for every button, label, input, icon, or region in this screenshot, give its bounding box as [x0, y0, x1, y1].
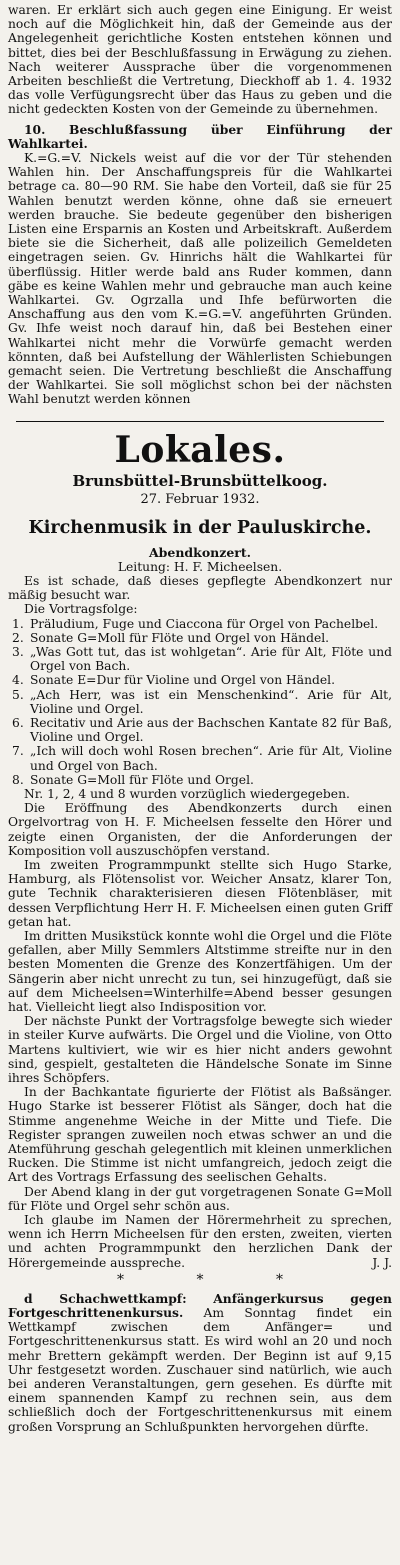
chess-article	[8, 1292, 392, 1434]
program-item-number: 1.	[12, 616, 24, 631]
program-item	[8, 631, 392, 645]
program-item-text: Präludium, Fuge und Ciaccona für Orgel von Pachelbel.	[30, 616, 379, 631]
program-item-text: „Ach Herr, was ist ein Menschenkind“. Arie für Alt, Violine und Orgel.	[30, 687, 392, 716]
concert-paragraph: Der Abend klang in der gut vorgetragenen Sonate G=Moll für Flöte und Orgel sehr schön aus.	[8, 1184, 392, 1213]
section-divider	[16, 421, 385, 422]
chess-heading: d Schachwettkampf: Anfängerkursus gegen Fortgeschrittenenkursus.	[8, 1290, 392, 1321]
top-article-paragraph: waren. Er erklärt sich auch gegen eine Einigung. Er weist noch auf die Möglichkeit hin, daß der Gemeinde aus der Angelegenheit gerichtliche Kosten entstehen können und bittet, dies bei der Beschlußfassung in Erwägung zu ziehen. Nach weiterer Aussprache über die vorgenommenen Arbeiten beschließt die Vertretung, Dieckhoff ab 1. 4. 1932 das volle Verfügungsrecht über das Haus zu geben und die nicht gedeckten Kosten von der Gemeinde zu übernehmen.	[8, 3, 392, 117]
program-item-text: Sonate G=Moll für Flöte und Orgel.	[30, 772, 254, 787]
program-item-number: 8.	[12, 772, 24, 787]
program-item	[8, 688, 392, 716]
program-item	[8, 673, 392, 687]
agenda-item-10-heading: 10. Beschlußfassung über Einführung der Wahlkartei.	[8, 121, 392, 151]
concert-paragraph: Im dritten Musikstück konnte wohl die Orgel und die Flöte gefallen, aber Milly Semmlers Altstimme streifte nur in den besten Momenten die Grenze des Konzertfähigen. Um der Sängerin aber nicht unrecht zu tun, sei hinzugefügt, daß sie auf dem Micheelsen=Winterhilfe=Abend besser gesungen hat. Vielleicht liegt also Indisposition vor.	[8, 928, 392, 1014]
concert-paragraph: Der nächste Punkt der Vortragsfolge bewegte sich wieder in steiler Kurve aufwärts. Die Orgel und die Violine, von Otto Martens kultiviert, wie wir es hier nicht anders gewohnt sind, gespielt, gestalteten die Händelsche Sonate im Sinne ihres Schöpfers.	[8, 1014, 392, 1085]
program-label: Die Vortragsfolge:	[24, 602, 138, 617]
concert-paragraph: In der Bachkantate figurierte der Flötist als Baßsänger. Hugo Starke ist besserer Flötist als Sänger, doch hat die Stimme angenehme Weiche in der Mitte und Tiefe. Die Register sprangen zuweilen noch etwas schwer an und die Atemführung geschah gelegentlich mit kleinen unmerklichen Rucken. Die Stimme ist nicht umfangreich, jedoch zeigt die Art des Vortrags Erfassung des seelischen Gehalts.	[8, 1085, 392, 1185]
program-item-number: 3.	[12, 644, 24, 659]
program-item	[8, 716, 392, 744]
program-item-text: Sonate E=Dur für Violine und Orgel von Händel.	[30, 673, 335, 688]
concert-subheadline: Abendkonzert.	[148, 544, 252, 560]
program-item-text: Recitativ und Arie aus der Bachschen Kantate 82 für Baß, Violine und Orgel.	[30, 715, 392, 745]
concert-paragraph: Die Eröffnung des Abendkonzerts durch einen Orgelvortrag von H. F. Micheelsen fesselte den Hörer und zeigte einen Organisten, der die Anforderungen der Komposition voll auszuschöpfen verstand.	[8, 801, 392, 858]
concert-closing-paragraph	[8, 1213, 392, 1270]
concert-closing-text: Ich glaube im Namen der Hörermehrheit zu sprechen, wenn ich Herrn Micheelsen für den ersten, zweiten, vierten und achten Programmpunkt den herzlichen Dank der Hörergemeinde ausspreche.	[8, 1213, 392, 1270]
program-item-number: 2.	[12, 630, 24, 645]
concert-intro: Es ist schade, daß dieses gepflegte Abendkonzert nur mäßig besucht war.	[8, 573, 392, 603]
program-item	[8, 744, 392, 772]
program-item	[8, 773, 392, 787]
agenda-item-10	[8, 123, 392, 151]
program-item-text: „Was Gott tut, das ist wohlgetan“. Arie für Alt, Flöte und Orgel von Bach.	[30, 644, 392, 674]
concert-leitung: Leitung: H. F. Micheelsen.	[117, 559, 283, 574]
program-list	[8, 617, 392, 787]
program-item-number: 4.	[12, 673, 24, 688]
section-title: Lokales.	[114, 428, 286, 471]
concert-paragraph: Nr. 1, 2, 4 und 8 wurden vorzüglich wiedergegeben.	[24, 786, 350, 801]
author-signature: J. J.	[372, 1255, 392, 1270]
program-item	[8, 645, 392, 673]
dateline: 27. Februar 1932.	[140, 491, 260, 507]
program-item-text: Sonate G=Moll für Flöte und Orgel von Händel.	[30, 630, 330, 645]
concert-headline: Kirchenmusik in der Pauluskirche.	[28, 517, 372, 538]
program-item-number: 6.	[12, 715, 24, 730]
place-heading: Brunsbüttel-Brunsbüttelkoog.	[72, 471, 328, 490]
program-item-text: „Ich will doch wohl Rosen brechen“. Arie für Alt, Violine und Orgel von Bach.	[30, 744, 392, 773]
concert-paragraph: Im zweiten Programmpunkt stellte sich Hugo Starke, Hamburg, als Flötensolist vor. Weicher Ansatz, klarer Ton, gute Technik charakterisieren diesen Flötenbläser, mit dessen Verpflichtung Herr H. F. Micheelsen einen guten Griff getan hat.	[8, 857, 392, 929]
chess-body: Am Sonntag findet ein Wettkampf zwischen dem Anfänger= und Fortgeschrittenenkursus statt. Es wird wohl an 20 und noch mehr Brettern gekämpft werden. Der Beginn ist auf 9,15 Uhr festgesetzt worden. Zuschauer sind natürlich, wie auch bei anderen Veranstaltungen, gern gesehen. Es dürfte mit einem spannenden Kampf zu rechnen sein, aus dem schließlich doch der Fortgeschrittenenkursus mit einem großen Vorsprung an Schlußpunkten hervorgehen dürfte.	[8, 1306, 392, 1434]
program-item-number: 7.	[12, 744, 24, 759]
agenda-item-10-body: K.=G.=V. Nickels weist auf die vor der Tür stehenden Wahlen hin. Der Anschaffungspreis für die Wahlkartei betrage ca. 80—90 RM. Sie habe den Vorteil, daß sie für 25 Wahlen benutzt werden könne, ohne daß sie erneuert werden brauche. Sie bedeute gegenüber den bisherigen Listen eine Ersparnis an Kosten und Arbeitskraft. Außerdem biete sie die Sicherheit, daß alle polizeilich Gemeldeten eingetragen seien. Gv. Hinrichs hält die Wahlkartei für überflüssig. Hitler werde bald ans Ruder kommen, dann gäbe es keine Wahlen mehr und gebrauche man auch keine Wahlkartei. Gv. Ogrzalla und Ihfe befürworten die Anschaffung aus den vom K.=G.=V. angeführten Gründen. Gv. Ihfe weist noch darauf hin, daß bei Bestehen einer Wahlkartei nicht mehr die Vorwürfe gemacht werden könnten, daß bei Aufstellung der Wählerlisten Schiebungen gemacht seien. Die Vertretung beschließt die Anschaffung der Wahlkartei. Sie soll möglichst schon bei der nächsten Wahl benutzt werden können	[8, 151, 392, 407]
asterism-separator: * * *	[117, 1271, 317, 1288]
program-item	[8, 617, 392, 631]
program-item-number: 5.	[12, 687, 24, 702]
